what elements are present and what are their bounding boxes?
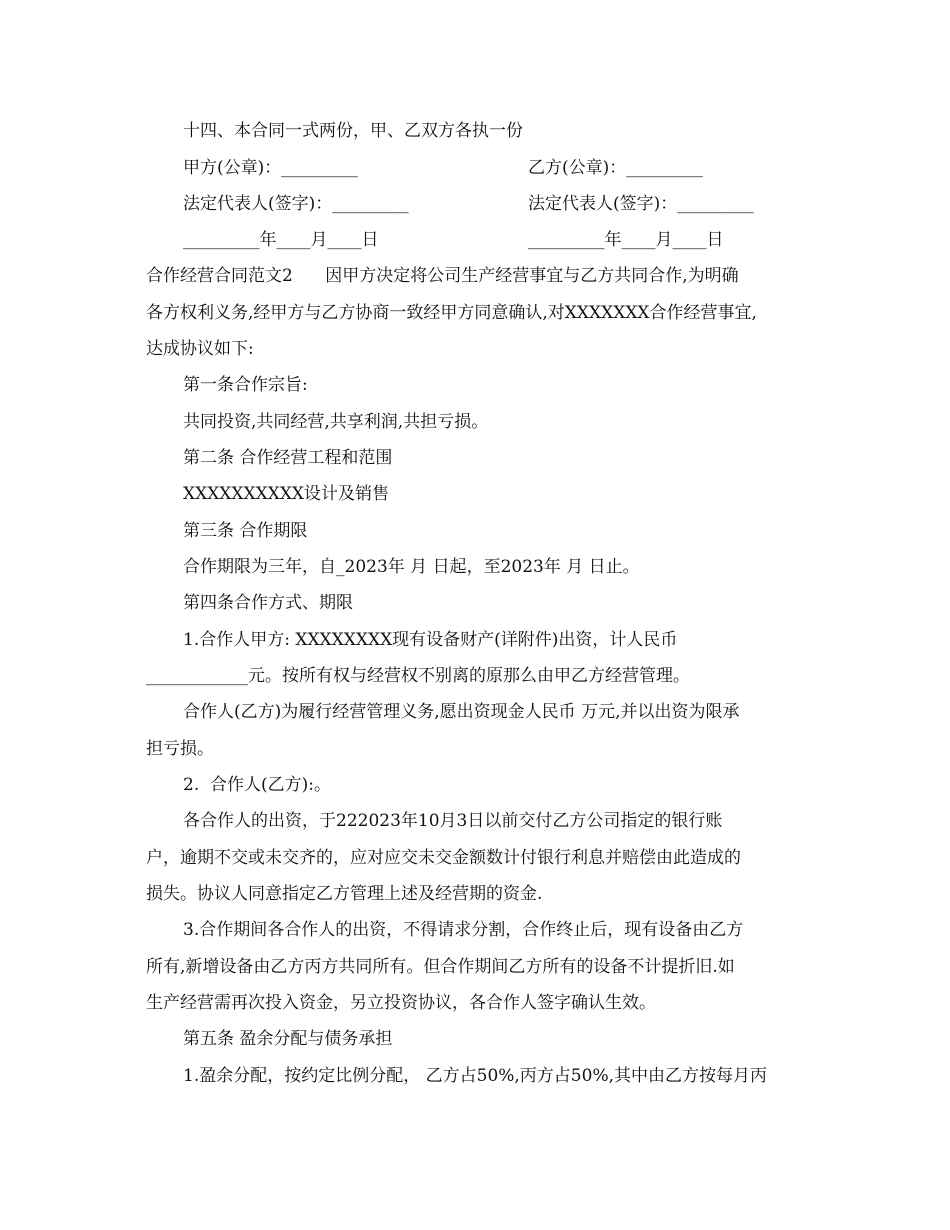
article-1-heading: 第一条合作宗旨: (183, 375, 308, 395)
article-3-heading: 第三条 合作期限 (183, 521, 308, 541)
paragraph-line: 1.合作人甲方: XXXXXXXX现有设备财产(详附件)出资，计人民币 (183, 630, 678, 650)
paragraph-line: 1.盈余分配，按约定比例分配， 乙方占50%,丙方占50%,其中由乙方按每月丙 (183, 1066, 768, 1086)
party-b-representative: 法定代表人(签字)：_________ (528, 194, 754, 214)
party-a-representative: 法定代表人(签字)：_________ (183, 194, 409, 214)
paragraph-line: 合作经营合同范文2 因甲方决定将公司生产经营事宜与乙方共同合作,为明确 (146, 266, 739, 286)
paragraph-line: 共同投资,共同经营,共享利润,共担亏损。 (183, 412, 489, 432)
party-a-date: _________年____月____日 (183, 230, 379, 250)
paragraph-line: 所有,新增设备由乙方丙方共同所有。但合作期间乙方所有的设备不计提折旧.如 (146, 957, 735, 977)
paragraph-line: 2. 合作人(乙方):。 (183, 775, 332, 795)
paragraph-line: 各方权利义务,经甲方与乙方协商一致经甲方同意确认,对XXXXXXX合作经营事宜, (146, 303, 757, 323)
paragraph-line: 损失。协议人同意指定乙方管理上述及经营期的资金. (146, 884, 543, 904)
clause-14: 十四、本合同一式两份，甲、乙双方各执一份 (183, 121, 523, 141)
paragraph-line: ____________元。按所有权与经营权不别离的原那么由甲乙方经营管理。 (146, 666, 690, 686)
article-4-heading: 第四条合作方式、期限 (183, 593, 353, 613)
party-b-seal: 乙方(公章)：_________ (528, 158, 703, 178)
article-5-heading: 第五条 盈余分配与债务承担 (183, 1029, 393, 1049)
article-2-heading: 第二条 合作经营工程和范围 (183, 448, 393, 468)
paragraph-line: 3.合作期间各合作人的出资，不得请求分割，合作终止后，现有设备由乙方 (183, 920, 744, 940)
party-b-date: _________年____月____日 (528, 230, 724, 250)
paragraph-line: 达成协议如下: (146, 339, 254, 359)
paragraph-line: 合作人(乙方)为履行经营管理义务,愿出资现金人民币 万元,并以出资为限承 (183, 702, 740, 722)
paragraph-line: 生产经营需再次投入资金，另立投资协议，各合作人签字确认生效。 (146, 993, 656, 1013)
party-a-seal: 甲方(公章)：_________ (183, 158, 358, 178)
paragraph-line: 合作期限为三年，自_2023年 月 日起，至2023年 月 日止。 (183, 557, 640, 577)
paragraph-line: XXXXXXXXXX设计及销售 (183, 484, 390, 504)
paragraph-line: 户，逾期不交或未交齐的，应对应交未交金额数计付银行利息并赔偿由此造成的 (146, 848, 741, 868)
paragraph-line: 担亏损。 (146, 739, 214, 759)
paragraph-line: 各合作人的出资，于222023年10月3日以前交付乙方公司指定的银行账 (183, 811, 723, 831)
